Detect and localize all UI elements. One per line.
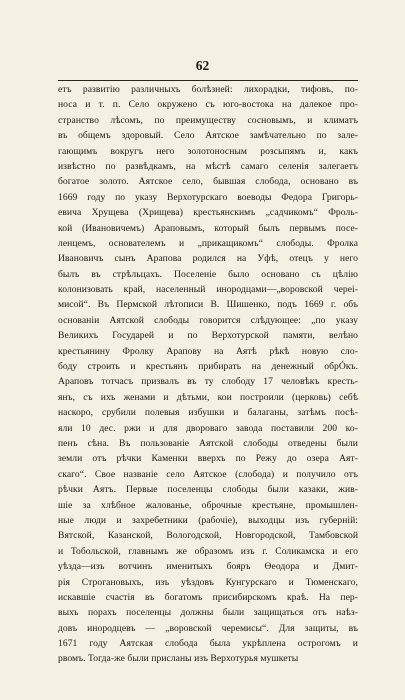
text-line: кой (Ивановичемъ) Араповымъ, который былъ первымъ посе- [58,222,358,234]
text-line: въ общемъ здоровый. Село Аятское замѣчательно по зале- [58,130,358,142]
text-line: 1669 году по указу Верхотурскаго воеводы Федора Григорь- [58,191,358,203]
text-line: наскоро, срубили полевыя избушки и балаганы, затѣмъ посѣ- [58,407,358,419]
text-line: странство лѣсомъ, по преимуществу сосновымъ, и климатъ [58,114,358,126]
text-line: мисой“. Въ Пермской лѣтописи В. Шишенко, подъ 1669 г. объ [58,299,358,311]
header-rule [58,80,358,81]
text-line: носа и т. п. Село окружено съ юго-востока на далекое про- [58,99,358,111]
text-line: яли 10 дес. ржи и для двороваго завода поставили 200 ко- [58,422,358,434]
text-line: ные люди и захребетники (рабочіе), выходцы изъ губерній: [58,514,358,526]
text-line: уѣзда—изъ вотчинъ именитыхъ бояръ Ѳеодора и Дмит- [58,561,358,573]
page-number: 62 [195,58,210,73]
text-line: рвомъ. Тогда-же были присланы изъ Верхотурья мушкеты [58,653,299,665]
text-line: гающимъ вокругъ него золотоносным розсыпямъ и, какъ [58,145,358,157]
text-line: янъ, съ ихъ женами и дѣтьми, кои построили (церковь) себѣ [58,391,358,403]
text-line: Араповъ тотчасъ призвалъ въ ту слободу 17 человѣкъ кресть- [58,376,358,388]
text-line: Ивановичъ сынъ Арапова родился на Уфѣ, отецъ у него [58,253,358,265]
text-line: извѣстно по развѣдкамъ, на мѣстѣ самаго селенія залегаетъ [58,160,358,172]
text-line: колонизовать край, населенный инородцами—„воровской череі- [58,284,358,296]
text-line: искавшіе счастія въ богатомъ присибирскомъ краѣ. На пер- [58,591,358,603]
text-line: евича Хрущева (Хрищева) крестьянскимъ „садчикомъ“ Фроль- [58,207,358,219]
body-text [58,82,358,667]
text-line: богатое золото. Аятское село, бывшая слобода, основано въ [58,176,358,188]
text-line: рія Строгановыхъ, изъ уѣздовъ Кунгурскаго и Тюменскаго, [58,576,358,588]
text-line: довъ инородцевъ — „воровской черемисы“. Для защиты, въ [58,622,358,634]
text-line: пенъ сѣна. Въ пользованіе Аятской слободы отведены были [58,437,358,449]
text-line: боду строить и крестьянъ прибирать на денежный обрÓкъ. [58,361,358,373]
text-line: етъ развитію различныхъ болѣзней: лихорадки, тифовъ, по- [58,84,358,95]
text-line: шіе за хлѣбное жалованье, оброчные крестьяне, промышлен- [58,499,358,511]
text-line: крестьянину Фролку Арапову на Аятѣ рѣкѣ новую сло- [58,345,358,357]
text-line: ленцемъ, основателемъ и „прикащикомъ“ слободы. Фролка [58,237,358,249]
text-line: рѣчки Аятъ. Первые поселенцы слободы были казаки, жив- [58,484,358,496]
text-line: выхъ порахъ поселенцы должны были защищаться отъ наѣз- [58,607,358,619]
text-line: Великихъ Государей и по Верхотурской памяти, велѣно [58,330,358,342]
text-line: 1671 году Аятская слобода была укрѣплена острогомъ и [58,638,358,650]
text-line: Вятской, Казанской, Вологодской, Новгородской, Тамбовской [58,530,358,542]
text-line: земли отъ рѣчки Каменки вверхъ по Режу до озера Аят- [58,453,358,465]
text-line: основаніи Аятской слободы говорится слѣдующее: „по указу [58,314,358,326]
text-line: былъ въ стрѣльцахъ. Поселеніе было основано съ цѣлію [58,268,358,280]
text-line: и Тобольской, главнымъ же образомъ изъ г. Соликамска и его [58,545,358,557]
text-line: скаго“. Свое названіе село Аятское (слобода) и получило отъ [58,468,358,480]
